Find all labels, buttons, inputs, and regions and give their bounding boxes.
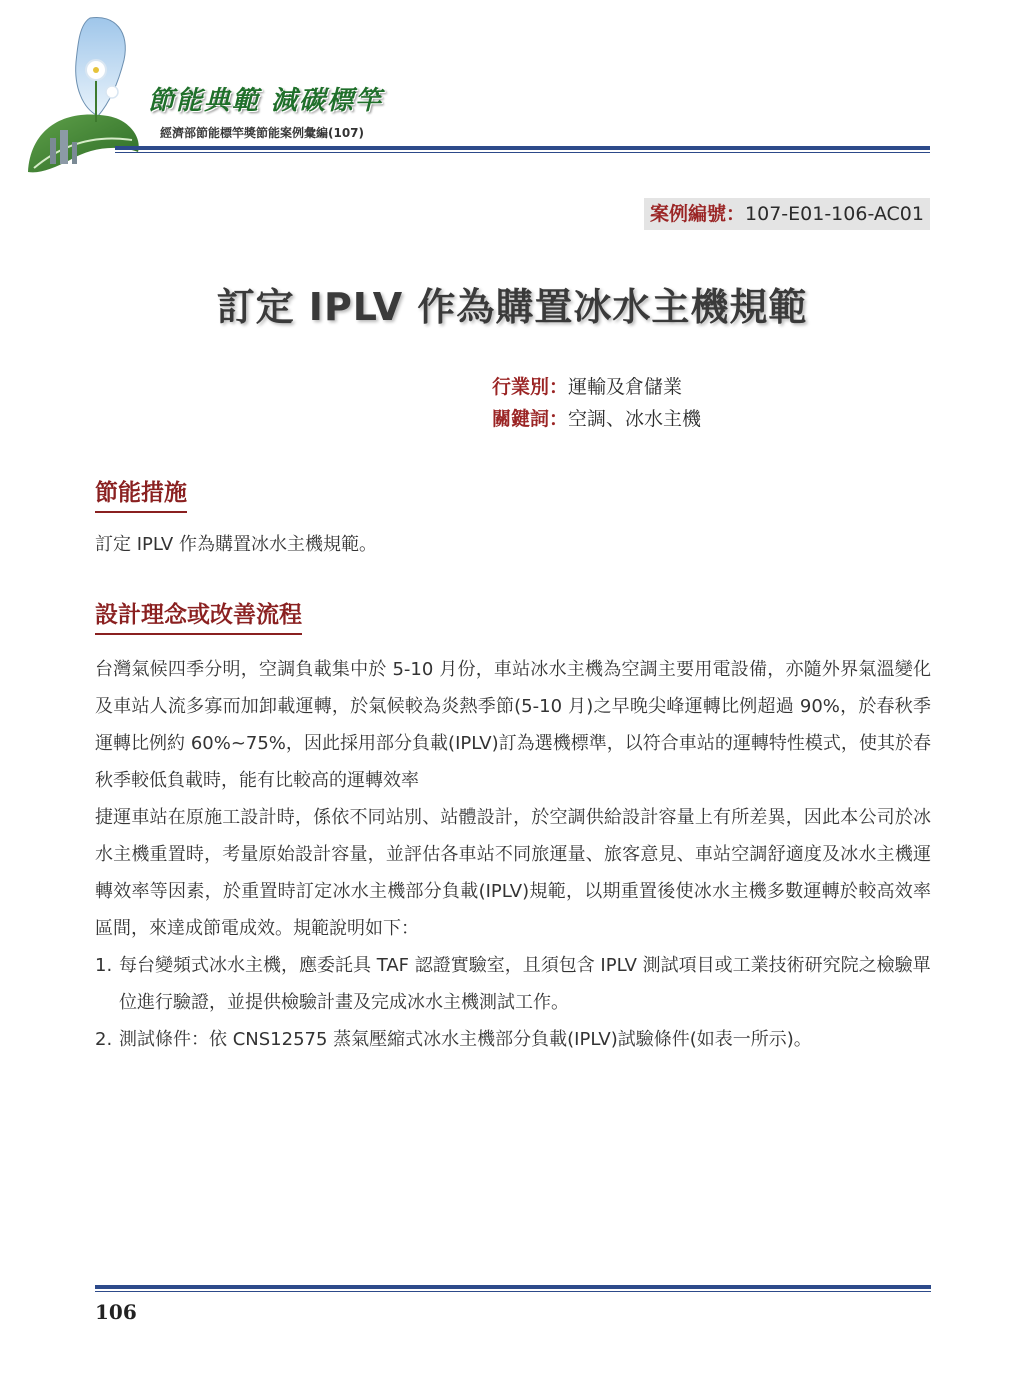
keywords-value: 空調、冰水主機 (568, 408, 702, 430)
keywords-row (492, 406, 701, 432)
list-item-number: 2. (95, 1029, 113, 1050)
case-number-box (644, 198, 930, 230)
spec-list (95, 947, 931, 1058)
brand-title: 節能典範 減碳標竿 (148, 86, 384, 116)
industry-label: 行業別： (492, 376, 569, 398)
body-paragraph: 捷運車站在原施工設計時，係依不同站別、站體設計，於空調供給設計容量上有所差異，因此本公司於冰水主機重置時，考量原始設計容量，並評估各車站不同旅運量、旅客意見、車站空調舒適度及冰水主機運轉效率等因素，於重置時訂定冰水主機部分負載(IPLV)規範，以期重置後使冰水主機多數運轉於較高效率區間，來達成節電成效。規範說明如下： (95, 807, 931, 939)
header-rule (115, 146, 930, 150)
body-paragraph: 台灣氣候四季分明，空調負載集中於 5-10 月份，車站冰水主機為空調主要用電設備，亦隨外界氣溫變化及車站人流多寡而加卸載運轉，於氣候較為炎熱季節(5-10 月)之早晚尖峰運轉比例超過 90%，於春秋季運轉比例約 60%~75%，因此採用部分負載(IPLV)訂為選機標準，以符合車站的運轉特性模式，使其於春秋季較低負載時，能有比較高的運轉效率 (95, 659, 931, 791)
brand-subtitle: 經濟部節能標竿獎節能案例彙編(107) (160, 126, 365, 140)
section-heading-design: 設計理念或改善流程 (95, 596, 302, 635)
list-item-number: 1. (95, 955, 113, 976)
section-heading-measures: 節能措施 (95, 474, 187, 513)
industry-value: 運輸及倉儲業 (568, 376, 683, 398)
taiwan-leaf-logo-icon (20, 12, 150, 182)
page-title: 訂定 IPLV 作為購置冰水主機規範 (216, 285, 808, 329)
page-number: 106 (95, 1300, 137, 1324)
case-number-value: 107-E01-106-AC01 (745, 203, 924, 225)
keywords-label: 關鍵詞： (492, 408, 569, 430)
list-item-text: 測試條件：依 CNS12575 蒸氣壓縮式冰水主機部分負載(IPLV)試驗條件(如表一所示)。 (119, 1029, 812, 1050)
measures-text: 訂定 IPLV 作為購置冰水主機規範。 (95, 534, 377, 555)
list-item-text: 每台變頻式冰水主機，應委託具 TAF 認證實驗室，且須包含 IPLV 測試項目或工業技術研究院之檢驗單位進行驗證，並提供檢驗計畫及完成冰水主機測試工作。 (119, 955, 931, 1013)
header-rule-thin (115, 152, 930, 153)
design-body (95, 651, 931, 1058)
footer-rule (95, 1285, 931, 1289)
list-item (95, 1021, 931, 1058)
list-item (95, 947, 931, 1021)
case-number-label: 案例編號： (650, 203, 746, 225)
footer-rule-thin (95, 1291, 931, 1292)
industry-row (492, 374, 682, 400)
